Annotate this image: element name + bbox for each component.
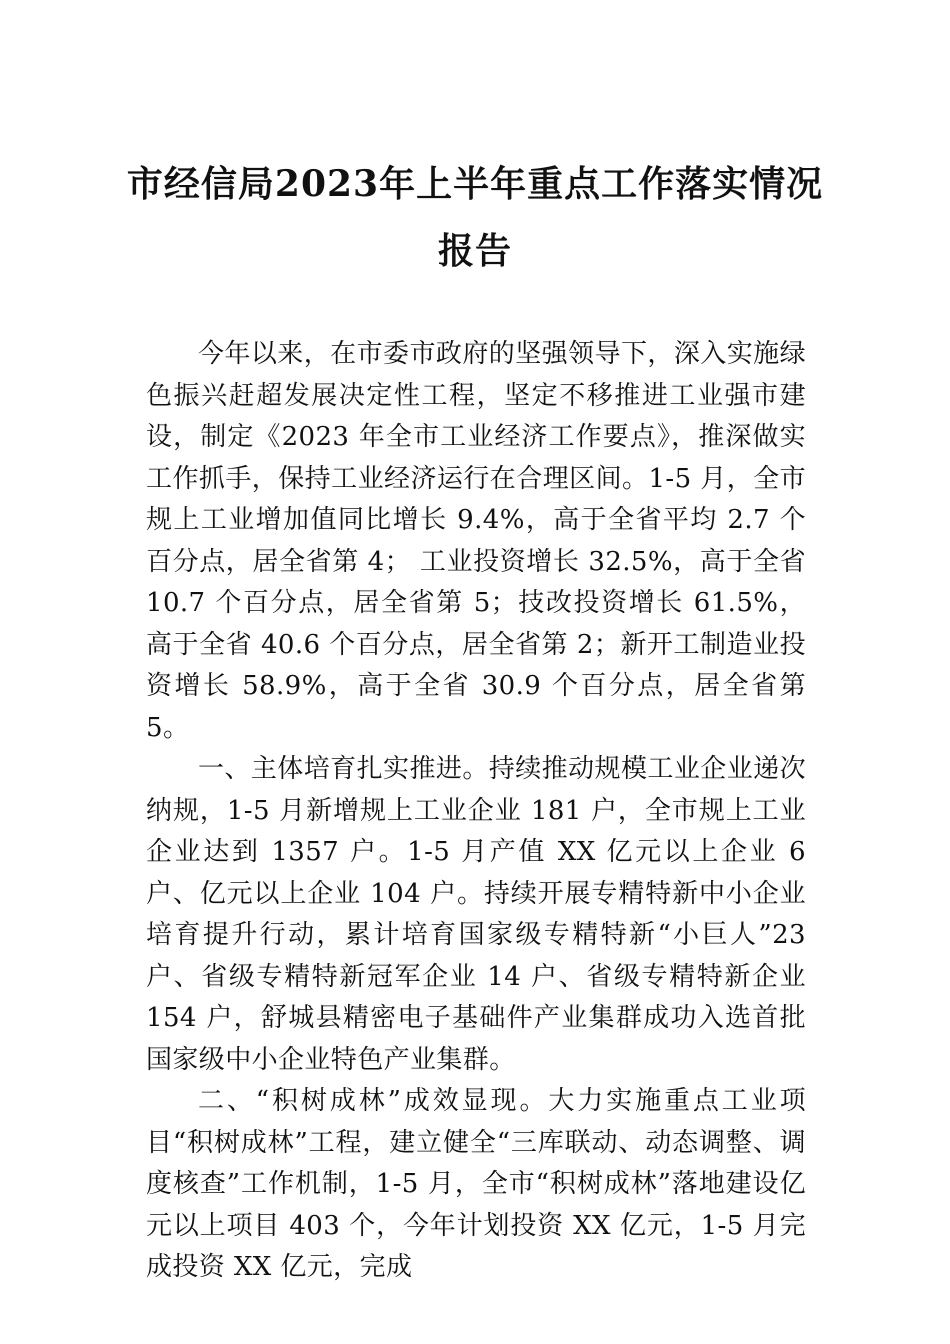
document-title-line-2: 报告 xyxy=(437,230,512,272)
document-title-line-1: 市经信局2023年上半年重点工作落实情况 xyxy=(126,163,824,205)
intro-paragraph: 今年以来，在市委市政府的坚强领导下，深入实施绿色振兴赶超发展决定性工程，坚定不移推进工业强市建设，制定《2023 年全市工业经济工作要点》，推深做实工作抓手，保持工业经济运行在合理区间。1-5 月，全市规上工业增加值同比增长 9.4%，高于全省平均 2.7 个百分点，居全省第 4； 工业投资增长 32.5%，高于全省 10.7 个百分点，居全省第 5；技改投资增长 61.5%，高于全省 40.6 个百分点，居全省第 2；新开工制造业投资增长 58.9%，高于全省 30.9 个百分点，居全省第 5。 xyxy=(146,339,806,743)
section-2-paragraph: 二、“积树成林”成效显现。大力实施重点工业项目“积树成林”工程，建立健全“三库联动、动态调整、调度核查”工作机制，1-5 月，全市“积树成林”落地建设亿元以上项目 403 个，今年计划投资 XX 亿元，1-5 月完成投资 XX 亿元，完成 xyxy=(146,1086,806,1282)
section-1-paragraph: 一、主体培育扎实推进。持续推动规模工业企业递次纳规，1-5 月新增规上工业企业 181 户，全市规上工业企业达到 1357 户。1-5 月产值 XX 亿元以上企业 6 户、亿元以上企业 104 户。持续开展专精特新中小企业培育提升行动，累计培育国家级专精特新“小巨人”23 户、省级专精特新冠军企业 14 户、省级专精特新企业 154 户，舒城县精密电子基础件产业集群成功入选首批国家级中小企业特色产业集群。 xyxy=(146,754,806,1075)
document-body xyxy=(146,334,806,1289)
